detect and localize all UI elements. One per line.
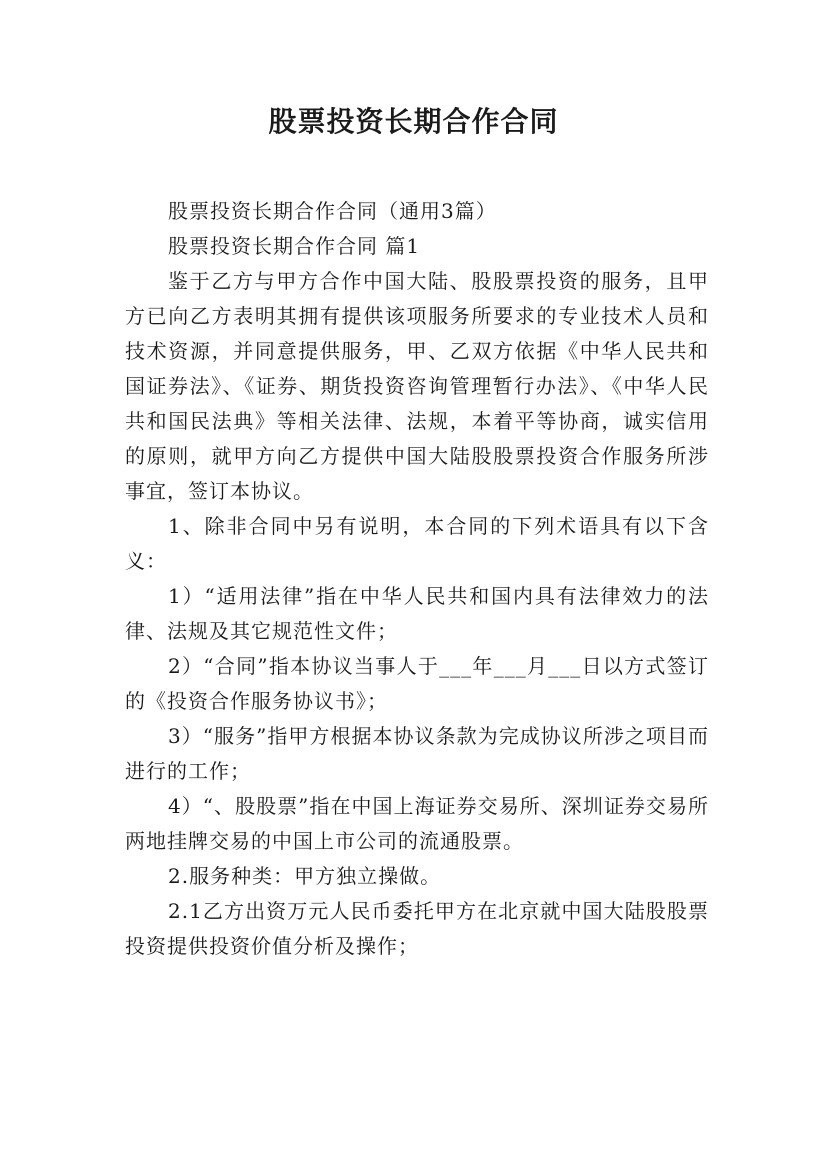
document-body [125, 194, 709, 964]
paragraph: 股票投资长期合作合同（通用3篇） [168, 199, 497, 223]
document-title: 股票投资长期合作合同 [268, 105, 559, 138]
paragraph: 4）“、股股票”指在中国上海证券交易所、深圳证券交易所两地挂牌交易的中国上市公司的流通股票。 [125, 794, 709, 853]
paragraph: 3）“服务”指甲方根据本协议条款为完成协议所涉之项目而进行的工作； [125, 724, 709, 783]
paragraph: 2.服务种类：甲方独立操做。 [168, 864, 442, 888]
paragraph: 2.1乙方出资万元人民币委托甲方在北京就中国大陆股股票投资提供投资价值分析及操作； [125, 899, 709, 958]
paragraph: 1、除非合同中另有说明，本合同的下列术语具有以下含义： [125, 514, 709, 573]
paragraph: 2）“合同”指本协议当事人于___年___月___日以方式签订的《投资合作服务协议书》； [125, 654, 709, 713]
paragraph: 1）“适用法律”指在中华人民共和国内具有法律效力的法律、法规及其它规范性文件； [125, 584, 709, 643]
paragraph: 鉴于乙方与甲方合作中国大陆、股股票投资的服务，且甲方已向乙方表明其拥有提供该项服务所要求的专业技术人员和技术资源，并同意提供服务，甲、乙双方依据《中华人民共和国证券法》、《证券、期货投资咨询管理暂行办法》、《中华人民共和国民法典》等相关法律、法规，本着平等协商，诚实信用的原则，就甲方向乙方提供中国大陆股股票投资合作服务所涉事宜，签订本协议。 [125, 269, 709, 503]
paragraph: 股票投资长期合作合同 篇1 [168, 234, 421, 258]
